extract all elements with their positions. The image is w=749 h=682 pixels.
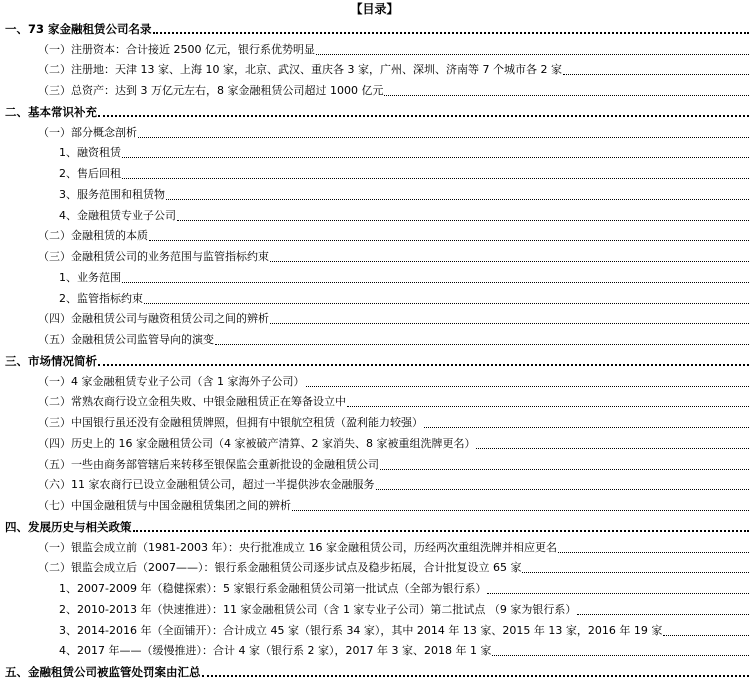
toc-entry-level-3[interactable] [0, 163, 749, 184]
dot-leader [98, 363, 749, 366]
toc-entry-text[interactable]: 2、2010-2013 年（快速推进）：11 家金融租赁公司（含 1 家专业子公司）第二批试点 （9 家为银行系） [59, 602, 576, 618]
dot-leader [138, 136, 749, 138]
toc-entry-text[interactable]: 2、监管指标约束 [59, 291, 143, 307]
toc-entry-level-2[interactable] [0, 39, 749, 60]
toc-entry-level-2[interactable] [0, 226, 749, 247]
toc-entry-text[interactable]: 3、2014-2016 年（全面铺开）：合计成立 45 家（银行系 34 家），其中 2014 年 13 家、2015 年 13 家，2016 年 19 家 [59, 623, 662, 639]
toc-entry-text[interactable]: （三）总资产：达到 3 万亿元左右，8 家金融租赁公司超过 1000 亿元 [38, 83, 383, 99]
toc-entry-text[interactable]: 2、售后回租 [59, 166, 121, 182]
toc-entry-level-2[interactable] [0, 475, 749, 496]
toc-entry-text[interactable]: 4、金融租赁专业子公司 [59, 208, 176, 224]
dot-leader [133, 529, 749, 532]
toc-entry-text[interactable]: （五）金融租赁公司监管导向的演变 [38, 332, 214, 348]
toc-entry-level-3[interactable] [0, 205, 749, 226]
toc-entry-text[interactable]: 二、基本常识补充 [5, 104, 97, 120]
toc-entry-level-1[interactable] [0, 516, 749, 537]
toc-entry-text[interactable]: （一）部分概念剖析 [38, 125, 137, 141]
dot-leader [380, 468, 749, 470]
toc-entry-level-2[interactable] [0, 412, 749, 433]
toc-entry-level-3[interactable] [0, 599, 749, 620]
dot-leader [122, 156, 749, 158]
dot-leader [166, 198, 749, 200]
toc-entry-text[interactable]: （六）11 家农商行已设立金融租赁公司，超过一半提供涉农金融服务 [38, 477, 375, 493]
dot-leader [424, 426, 749, 428]
toc-entry-level-2[interactable] [0, 329, 749, 350]
dot-leader [577, 613, 749, 615]
toc-entry-text[interactable]: （五）一些由商务部管辖后来转移至银保监会重新批设的金融租赁公司 [38, 457, 379, 473]
dot-leader [663, 634, 749, 636]
toc-entry-level-3[interactable] [0, 620, 749, 641]
toc-entry-text[interactable]: （一）银监会成立前（1981-2003 年）：央行批准成立 16 家金融租赁公司，历经两次重组洗牌并相应更名 [38, 540, 557, 556]
toc-entry-level-3[interactable] [0, 143, 749, 164]
dot-leader [487, 592, 749, 594]
toc-entry-text[interactable]: 一、73 家金融租赁公司名录 [5, 21, 152, 37]
dot-leader [522, 571, 749, 573]
dot-leader [270, 322, 749, 324]
dot-leader [476, 447, 749, 449]
toc-entry-level-2[interactable] [0, 122, 749, 143]
dot-leader [316, 53, 749, 55]
toc-entry-level-2[interactable] [0, 537, 749, 558]
dot-leader [215, 343, 749, 345]
dot-leader [292, 509, 749, 511]
dot-leader [563, 73, 749, 75]
toc-entry-text[interactable]: （七）中国金融租赁与中国金融租赁集团之间的辨析 [38, 498, 291, 514]
toc-entry-level-3[interactable] [0, 288, 749, 309]
toc-entry-level-2[interactable] [0, 454, 749, 475]
toc-entry-text[interactable]: 三、市场情况简析 [5, 353, 97, 369]
dot-leader [144, 302, 749, 304]
dot-leader [98, 114, 749, 117]
toc-entry-text[interactable]: 1、2007-2009 年（稳健探索）：5 家银行系金融租赁公司第一批试点（全部为银行系） [59, 581, 486, 597]
toc-entry-text[interactable]: 五、金融租赁公司被监管处罚案由汇总 [5, 664, 201, 680]
dot-leader [122, 281, 749, 283]
dot-leader [492, 654, 749, 656]
toc-entry-level-3[interactable] [0, 184, 749, 205]
dot-leader [202, 674, 749, 677]
dot-leader [558, 551, 749, 553]
toc-entry-text[interactable]: （一）注册资本：合计接近 2500 亿元，银行系优势明显 [38, 42, 315, 58]
dot-leader [347, 405, 749, 407]
dot-leader [306, 385, 749, 387]
toc-entry-level-2[interactable] [0, 392, 749, 413]
toc-entry-level-1[interactable] [0, 18, 749, 39]
toc-entry-level-3[interactable] [0, 267, 749, 288]
toc-entry-level-3[interactable] [0, 641, 749, 662]
toc-entry-text[interactable]: （三）金融租赁公司的业务范围与监管指标约束 [38, 249, 269, 265]
toc-entry-level-2[interactable] [0, 246, 749, 267]
dot-leader [177, 219, 749, 221]
toc-entry-text[interactable]: （二）银监会成立后（2007——）：银行系金融租赁公司逐步试点及稳步拓展，合计批复设立 65 家 [38, 560, 521, 576]
dot-leader [149, 239, 749, 241]
toc-entry-level-2[interactable] [0, 558, 749, 579]
toc-entry-text[interactable]: 1、业务范围 [59, 270, 121, 286]
toc-entry-text[interactable]: （二）常熟农商行设立金租失败、中银金融租赁正在筹备设立中 [38, 394, 346, 410]
toc-entry-text[interactable]: （四）历史上的 16 家金融租赁公司（4 家被破产清算、2 家消失、8 家被重组洗牌更名） [38, 436, 475, 452]
table-of-contents [0, 18, 749, 682]
toc-entry-text[interactable]: 4、2017 年——（缓慢推进）：合计 4 家（银行系 2 家），2017 年 3 家、2018 年 1 家 [59, 643, 491, 659]
toc-entry-level-1[interactable] [0, 350, 749, 371]
toc-entry-level-2[interactable] [0, 433, 749, 454]
toc-entry-level-2[interactable] [0, 309, 749, 330]
toc-entry-level-2[interactable] [0, 60, 749, 81]
dot-leader [270, 260, 749, 262]
dot-leader [376, 488, 749, 490]
dot-leader [153, 31, 749, 34]
toc-entry-level-1[interactable] [0, 101, 749, 122]
toc-entry-text[interactable]: （二）金融租赁的本质 [38, 228, 148, 244]
toc-entry-text[interactable]: 1、融资租赁 [59, 145, 121, 161]
toc-entry-text[interactable]: 3、服务范围和租赁物 [59, 187, 165, 203]
toc-entry-text[interactable]: （三）中国银行虽还没有金融租赁牌照，但拥有中银航空租赁（盈利能力较强） [38, 415, 423, 431]
toc-entry-text[interactable]: 四、发展历史与相关政策 [5, 519, 132, 535]
toc-entry-text[interactable]: （一）4 家金融租赁专业子公司（含 1 家海外子公司） [38, 374, 305, 390]
toc-entry-level-2[interactable] [0, 495, 749, 516]
dot-leader [384, 94, 749, 96]
toc-title: 【目录】 [0, 0, 749, 18]
dot-leader [122, 177, 749, 179]
toc-entry-level-2[interactable] [0, 80, 749, 101]
toc-entry-level-2[interactable] [0, 371, 749, 392]
toc-entry-text[interactable]: （四）金融租赁公司与融资租赁公司之间的辨析 [38, 311, 269, 327]
toc-entry-text[interactable]: （二）注册地：天津 13 家、上海 10 家，北京、武汉、重庆各 3 家，广州、深圳、济南等 7 个城市各 2 家 [38, 62, 562, 78]
toc-entry-level-3[interactable] [0, 578, 749, 599]
